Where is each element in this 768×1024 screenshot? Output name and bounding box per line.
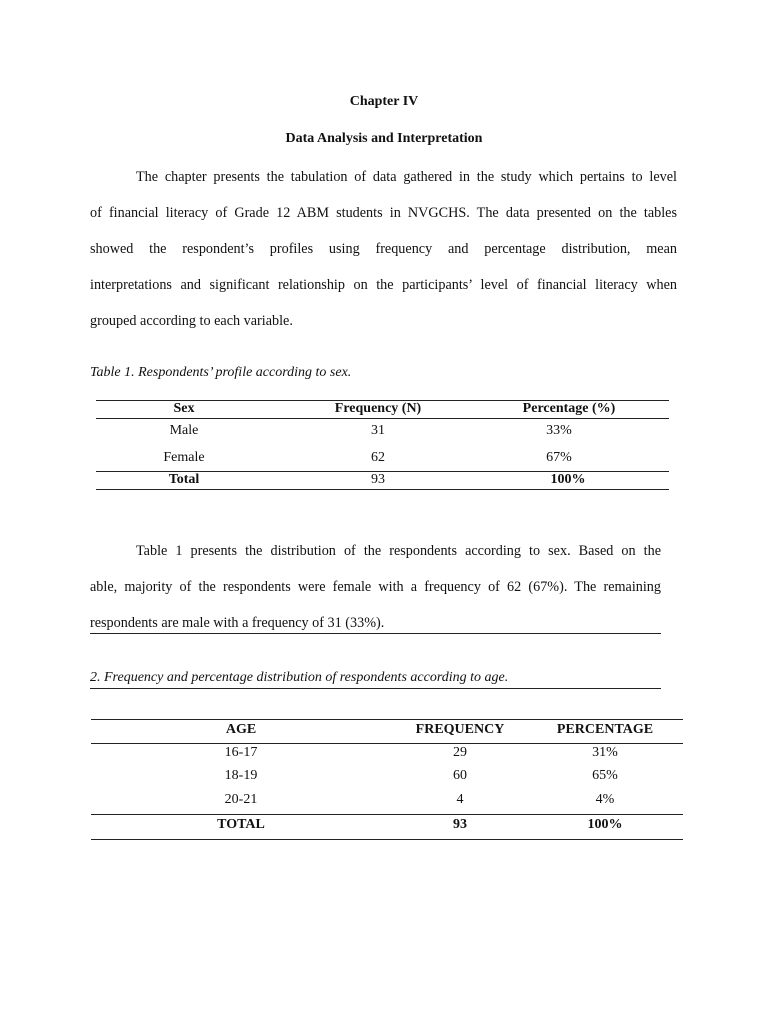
table2-header-percentage: PERCENTAGE	[556, 722, 654, 737]
table1-cell-sex: Male	[169, 423, 199, 438]
table2-total-percentage: 100%	[587, 817, 623, 832]
table2-cell-age: 16-17	[224, 745, 258, 760]
table1-cell-percentage: 33%	[546, 423, 572, 438]
table2-caption: 2. Frequency and percentage distribution of respondents according to age.	[90, 670, 509, 685]
table1-header-frequency: Frequency (N)	[334, 401, 422, 416]
discussion-underline	[90, 633, 661, 634]
table2-cell-frequency: 60	[453, 768, 467, 783]
table1-total-label: Total	[168, 472, 200, 487]
section-title: Data Analysis and Interpretation	[285, 131, 483, 146]
table1-header-sex: Sex	[173, 401, 195, 416]
table2-cell-percentage: 4%	[595, 792, 615, 807]
table1-cell-frequency: 31	[371, 423, 385, 438]
table2-cell-frequency: 4	[456, 792, 464, 807]
table1-discussion	[90, 534, 661, 642]
table2-total-rule	[91, 814, 683, 815]
intro-line: showed the respondent’s profiles using frequency and percentage distribution, mean	[90, 241, 677, 257]
discussion-line: Table 1 presents the distribution of the respondents according to sex. Based on the	[136, 543, 661, 559]
table1-caption: Table 1. Respondents’ profile according to sex.	[90, 365, 352, 380]
table2-bottom-rule	[91, 839, 683, 840]
table2-cell-age: 20-21	[224, 792, 258, 807]
chapter-heading: Chapter IV	[349, 94, 419, 109]
intro-line: of financial literacy of Grade 12 ABM students in NVGCHS. The data presented on the tables	[90, 205, 677, 221]
table2-total-label: TOTAL	[217, 817, 265, 832]
table2-cell-percentage: 65%	[592, 768, 618, 783]
table1-total-frequency: 93	[371, 472, 385, 487]
table1-header-percentage: Percentage (%)	[522, 401, 616, 416]
intro-line: interpretations and significant relationship on the participants’ level of financial literacy when	[90, 277, 677, 293]
discussion-line: able, majority of the respondents were female with a frequency of 62 (67%). The remaining	[90, 579, 661, 595]
table2-total-frequency: 93	[453, 817, 467, 832]
discussion-line: respondents are male with a frequency of 31 (33%).	[90, 615, 385, 631]
table1-cell-sex: Female	[163, 450, 205, 465]
table1-header-rule	[96, 418, 669, 419]
intro-line: grouped according to each variable.	[90, 313, 293, 329]
table2-cell-percentage: 31%	[592, 745, 618, 760]
table1-cell-frequency: 62	[371, 450, 385, 465]
table2-header-age: AGE	[225, 722, 257, 737]
caption-underline	[90, 688, 661, 689]
table2-cell-frequency: 29	[453, 745, 467, 760]
table2-cell-age: 18-19	[224, 768, 258, 783]
table2-header-rule	[91, 743, 683, 744]
table2-header-frequency: FREQUENCY	[415, 722, 505, 737]
table1-total-percentage: 100%	[550, 472, 586, 487]
table1-cell-percentage: 67%	[546, 450, 572, 465]
intro-line: The chapter presents the tabulation of data gathered in the study which pertains to level	[136, 169, 677, 185]
table1-bottom-rule	[96, 489, 669, 490]
intro-paragraph	[90, 160, 677, 340]
table2-top-rule	[91, 719, 683, 720]
